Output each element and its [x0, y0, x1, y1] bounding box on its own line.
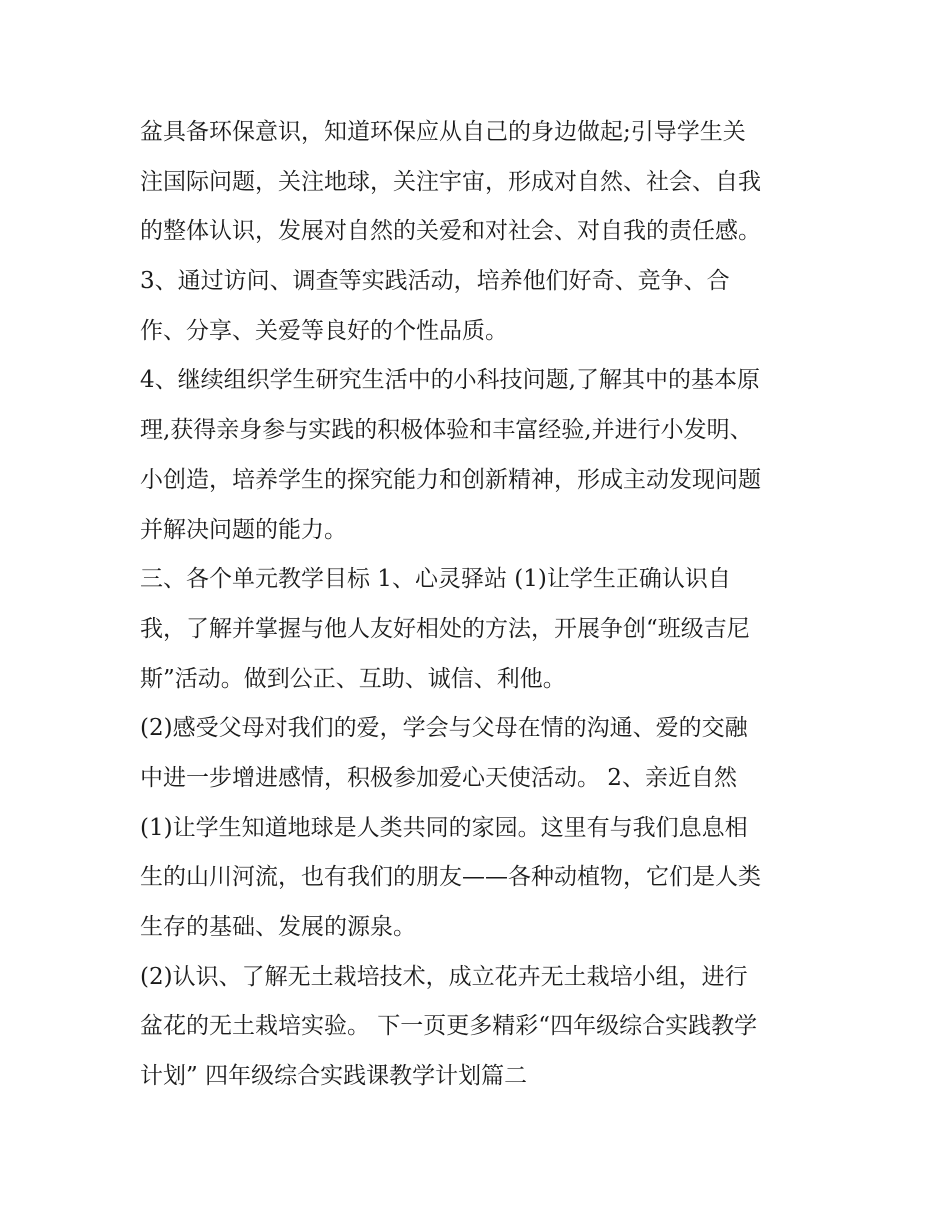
text-line: 盆花的无土栽培实验。 下一页更多精彩“四年级综合实践教学 — [140, 1013, 758, 1040]
text-line: 4、继续组织学生研究生活中的小科技问题,了解其中的基本原 — [140, 367, 760, 394]
text-line: 小创造，培养学生的探究能力和创新精神，形成主动发现问题 — [140, 466, 761, 493]
text-line: 生的山川河流，也有我们的朋友——各种动植物，它们是人类 — [140, 864, 761, 891]
text-line: 作、分享、关爱等良好的个性品质。 — [140, 317, 508, 344]
text-line: 理,获得亲身参与实践的积极体验和丰富经验,并进行小发明、 — [140, 417, 753, 444]
text-line: (2)感受父母对我们的爱，学会与父母在情的沟通、爱的交融 — [140, 715, 748, 742]
text-line: 三、各个单元教学目标 1、心灵驿站 (1)让学生正确认识自 — [140, 566, 731, 593]
text-line: 中进一步增进感情，积极参加爱心天使活动。 2、亲近自然 — [140, 764, 737, 791]
text-line: (1)让学生知道地球是人类共同的家园。这里有与我们息息相 — [140, 814, 748, 841]
text-line: 注国际问题，关注地球，关注宇宙，形成对自然、社会、自我 — [140, 168, 761, 195]
text-line: 生存的基础、发展的源泉。 — [140, 914, 416, 940]
text-line: 3、通过访问、调查等实践活动，培养他们好奇、竞争、合 — [140, 268, 730, 295]
text-line: (2)认识、了解无土栽培技术，成立花卉无土栽培小组，进行 — [140, 963, 748, 990]
text-line: 计划” 四年级综合实践课教学计划篇二 — [140, 1063, 528, 1090]
text-line: 盆具备环保意识，知道环保应从自己的身边做起;引导学生关 — [140, 119, 746, 145]
text-line: 我，了解并掌握与他人友好相处的方法，开展争创“班级吉尼 — [140, 615, 750, 642]
text-line: 斯”活动。做到公正、互助、诚信、利他。 — [140, 665, 566, 692]
text-line: 的整体认识，发展对自然的关爱和对社会、对自我的责任感。 — [140, 218, 761, 245]
document-body-text — [140, 108, 830, 1102]
text-line: 并解决问题的能力。 — [140, 516, 347, 543]
